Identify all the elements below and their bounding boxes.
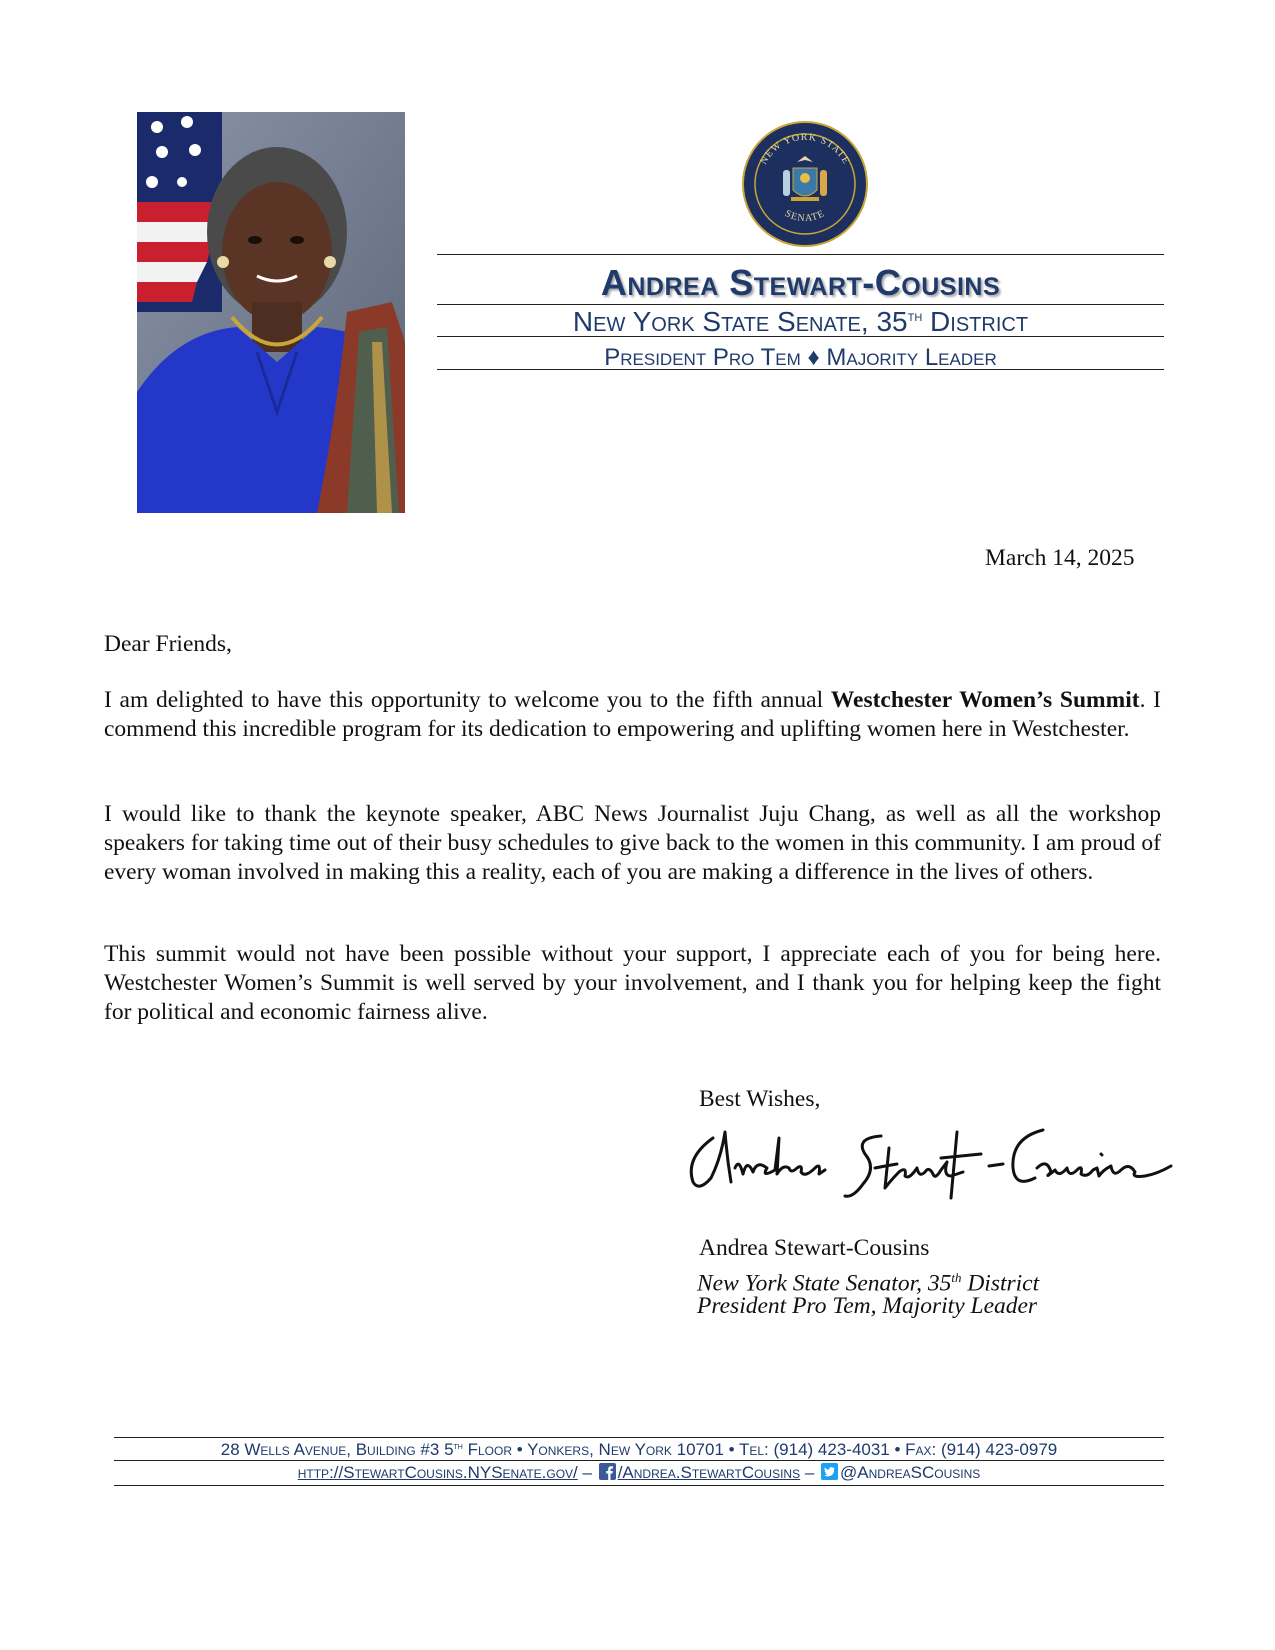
- footer-rule-bottom: [114, 1485, 1164, 1486]
- footer-rule-middle: [114, 1460, 1164, 1461]
- header-rule-top: [437, 254, 1164, 255]
- header-district-suffix: District: [922, 306, 1029, 337]
- footer-address-prefix: 28 Wells Avenue, Building #3 5: [220, 1440, 454, 1459]
- signer-title-1-suffix: District: [961, 1270, 1040, 1297]
- footer-dash-2: –: [800, 1463, 820, 1482]
- signature-image: [685, 1118, 1175, 1210]
- footer-address-suffix: Floor • Yonkers, New York 10701 • Tel: (914) 423-4031 • Fax: (914) 423-0979: [462, 1440, 1058, 1459]
- header-rule-3: [437, 336, 1164, 337]
- header-rule-2: [437, 304, 1164, 305]
- twitter-icon[interactable]: [821, 1463, 838, 1480]
- diamond-icon: ♦: [807, 344, 820, 371]
- signer-title-2: President Pro Tem, Majority Leader: [697, 1293, 1038, 1319]
- header-rule-bottom: [437, 369, 1164, 370]
- header-title-left: President Pro Tem: [604, 344, 801, 371]
- paragraph-2: I would like to thank the keynote speaker, ABC News Journalist Juju Chang, as well as all the workshop speakers for taking time out of their busy schedules to give back to the women in this community. I am proud of every woman involved in making this a reality, each of you are making a difference in the lives of others.: [104, 801, 1161, 885]
- signer-title-1-prefix: New York State Senator, 35: [697, 1270, 952, 1297]
- facebook-link[interactable]: /Andrea.StewartCousins: [617, 1463, 801, 1482]
- senate-seal-icon: [741, 120, 869, 248]
- salutation: Dear Friends,: [104, 631, 232, 657]
- handwritten-signature: [685, 1118, 1175, 1210]
- footer-address-sup: th: [453, 1440, 463, 1451]
- letter-date: March 14, 2025: [985, 545, 1135, 571]
- website-link[interactable]: http://StewartCousins.NYSenate.gov/: [297, 1463, 578, 1482]
- footer-dash-1: –: [577, 1463, 597, 1482]
- header-title: [437, 344, 1164, 372]
- footer-links: [114, 1463, 1164, 1483]
- senate-seal: [741, 120, 869, 248]
- paragraph-3: This summit would not have been possible without your support, I appreciate each of you for being here. Westchester Women’s Summit is well served by your involvement, and I thank you for helping keep the fight for political and economic fairness alive.: [104, 941, 1161, 1025]
- seal-ring-text-bottom: SENATE: [783, 208, 827, 225]
- signer-title-1-sup: th: [951, 1270, 962, 1285]
- portrait-image: [137, 112, 405, 513]
- header-title-right: Majority Leader: [826, 344, 997, 371]
- paragraph-1-before: I am delighted to have this opportunity to welcome you to the fifth annual: [104, 687, 831, 713]
- closing: Best Wishes,: [699, 1086, 821, 1112]
- signer-name: Andrea Stewart-Cousins: [699, 1235, 930, 1261]
- header-district-sup: th: [907, 308, 923, 325]
- header-district-prefix: New York State Senate, 35: [572, 306, 908, 337]
- header-district: [437, 306, 1164, 338]
- footer-address: [114, 1440, 1164, 1460]
- footer-rule-top: [114, 1437, 1164, 1438]
- portrait-photo: [137, 112, 405, 513]
- paragraph-1: [104, 686, 1161, 744]
- seal-ring-text-top: NEW YORK STATE: [758, 131, 852, 167]
- summit-name-bold: Westchester Women’s Summit: [830, 687, 1140, 713]
- twitter-handle[interactable]: @AndreaSCousins: [840, 1463, 981, 1482]
- header-name: Andrea Stewart-Cousins: [600, 262, 1001, 303]
- paragraph-1-after: . I commend this incredible program for its dedication to empowering and uplifting women here in Westchester.: [104, 687, 1162, 742]
- facebook-icon[interactable]: [599, 1463, 616, 1480]
